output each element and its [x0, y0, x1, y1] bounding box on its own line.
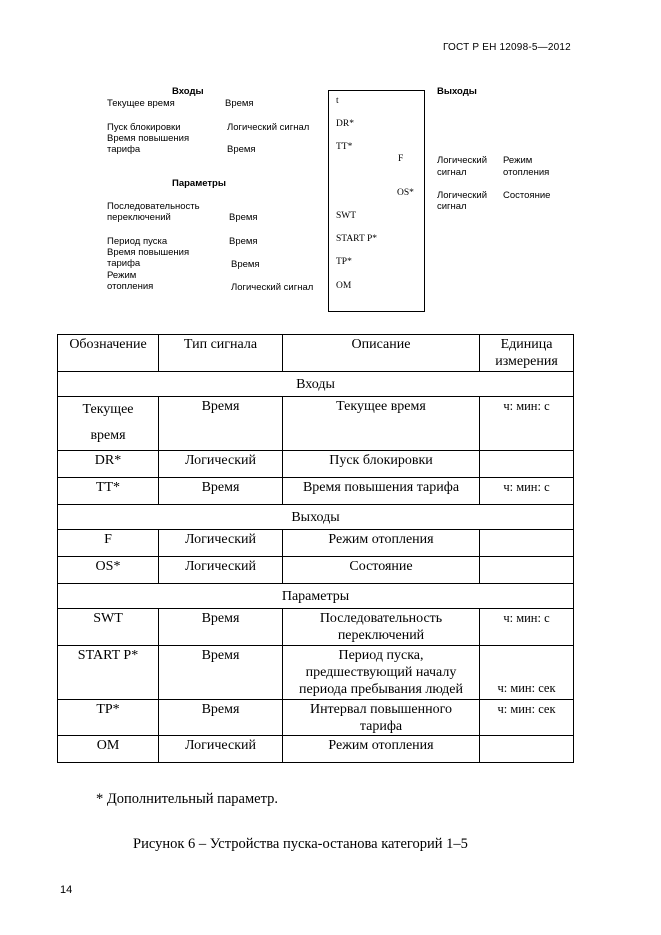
input-type-current-time: Время [225, 98, 254, 109]
pin-f: F [398, 154, 404, 164]
param-name-sequence-l2: переключений [107, 212, 171, 223]
input-type-tariff-time: Время [227, 144, 256, 155]
param-name-tariff-l1: Время повышения [107, 247, 190, 258]
cell-unit [480, 530, 574, 557]
cell-description [283, 609, 480, 646]
cell-type: Время [159, 397, 283, 451]
params-title: Параметры [172, 178, 226, 189]
cell-unit: ч: мин: с [480, 478, 574, 505]
pin-tt: TT* [336, 142, 353, 152]
pin-dr: DR* [336, 119, 354, 129]
output-type-state-l1: Логический [437, 190, 488, 201]
pin-om: OM [336, 281, 352, 291]
table-header-row [58, 335, 574, 372]
table-row [58, 700, 574, 736]
input-name-current-time: Текущее время [107, 98, 175, 109]
section-outputs: Выходы [58, 505, 574, 530]
cell-description-l2: предшествующий началу [305, 665, 457, 680]
cell-unit [480, 557, 574, 584]
section-row [58, 505, 574, 530]
cell-description-l1: Период пуска, [338, 648, 424, 663]
param-name-mode-l1: Режим [107, 270, 137, 281]
cell-designation-l2: время [90, 428, 126, 443]
cell-designation-l1: Текущее [82, 402, 134, 417]
param-type-sequence: Время [229, 212, 258, 223]
cell-unit [480, 451, 574, 478]
output-type-mode-l1: Логический [437, 155, 488, 166]
cell-designation: TT* [58, 478, 159, 505]
cell-description-l2: переключений [337, 628, 425, 643]
pin-swt: SWT [336, 211, 357, 221]
cell-description-l3: периода пребывания людей [299, 682, 463, 697]
table-row [58, 451, 574, 478]
param-name-mode-l2: отопления [107, 281, 154, 292]
cell-unit: ч: мин: с [480, 397, 574, 451]
section-row [58, 372, 574, 397]
param-name-start-period: Период пуска [107, 236, 168, 247]
cell-description: Состояние [283, 557, 480, 584]
cell-description: Текущее время [283, 397, 480, 451]
cell-type: Время [159, 478, 283, 505]
cell-type: Логический [159, 530, 283, 557]
header-unit [480, 335, 574, 372]
cell-description: Режим отопления [283, 530, 480, 557]
output-name-mode-l2: отопления [503, 167, 550, 178]
footnote: * Дополнительный параметр. [96, 791, 278, 807]
cell-description-l1: Интервал повышенного [309, 702, 453, 717]
output-type-mode-l2: сигнал [437, 167, 467, 178]
cell-unit [480, 736, 574, 763]
header-unit-l2: измерения [495, 354, 558, 369]
section-row [58, 584, 574, 609]
cell-type: Время [159, 646, 283, 700]
cell-designation: OS* [58, 557, 159, 584]
outputs-title: Выходы [437, 86, 477, 97]
cell-designation: OM [58, 736, 159, 763]
section-inputs: Входы [58, 372, 574, 397]
cell-description: Время повышения тарифа [283, 478, 480, 505]
table-row [58, 530, 574, 557]
cell-description [283, 700, 480, 736]
pin-os: OS* [397, 188, 414, 198]
input-type-start-block: Логический сигнал [227, 122, 310, 133]
table-row [58, 397, 574, 451]
cell-designation: START P* [58, 646, 159, 700]
table-row [58, 736, 574, 763]
header-designation: Обозначение [58, 335, 159, 372]
signals-table [57, 334, 574, 763]
cell-description [283, 646, 480, 700]
section-params: Параметры [58, 584, 574, 609]
output-name-mode-l1: Режим [503, 155, 533, 166]
cell-unit: ч: мин: с [480, 609, 574, 646]
cell-description: Режим отопления [283, 736, 480, 763]
param-type-start-period: Время [229, 236, 258, 247]
input-name-tariff-time-l2: тарифа [107, 144, 141, 155]
cell-type: Логический [159, 736, 283, 763]
param-name-tariff-l2: тарифа [107, 258, 141, 269]
table-row [58, 646, 574, 700]
cell-designation: SWT [58, 609, 159, 646]
figure-caption: Рисунок 6 – Устройства пуска-останова категорий 1–5 [133, 836, 468, 852]
cell-type: Время [159, 700, 283, 736]
cell-type: Логический [159, 557, 283, 584]
cell-description: Пуск блокировки [283, 451, 480, 478]
output-name-state: Состояние [503, 190, 551, 201]
cell-unit: ч: мин: сек [480, 646, 574, 700]
inputs-title: Входы [172, 86, 204, 97]
cell-designation: F [58, 530, 159, 557]
pin-start-p: START P* [336, 234, 377, 244]
cell-designation: TP* [58, 700, 159, 736]
cell-designation [58, 397, 159, 451]
cell-designation: DR* [58, 451, 159, 478]
header-signal-type: Тип сигнала [159, 335, 283, 372]
param-type-tariff: Время [231, 259, 260, 270]
param-type-mode: Логический сигнал [231, 282, 314, 293]
table-row [58, 609, 574, 646]
cell-type: Логический [159, 451, 283, 478]
header-description: Описание [283, 335, 480, 372]
page-number: 14 [60, 884, 73, 896]
input-name-tariff-time-l1: Время повышения [107, 133, 190, 144]
table-row [58, 557, 574, 584]
cell-description-l2: тарифа [359, 719, 403, 734]
table-row [58, 478, 574, 505]
input-name-start-block: Пуск блокировки [107, 122, 181, 133]
pin-tp: TP* [336, 257, 352, 267]
cell-description-l1: Последовательность [319, 611, 443, 626]
cell-type: Время [159, 609, 283, 646]
header-unit-l1: Единица [500, 337, 553, 352]
output-type-state-l2: сигнал [437, 201, 467, 212]
cell-unit: ч: мин: сек [480, 700, 574, 736]
param-name-sequence-l1: Последовательность [107, 201, 200, 212]
pin-t: t [336, 96, 339, 106]
document-standard-header: ГОСТ Р ЕН 12098-5—2012 [443, 42, 571, 53]
